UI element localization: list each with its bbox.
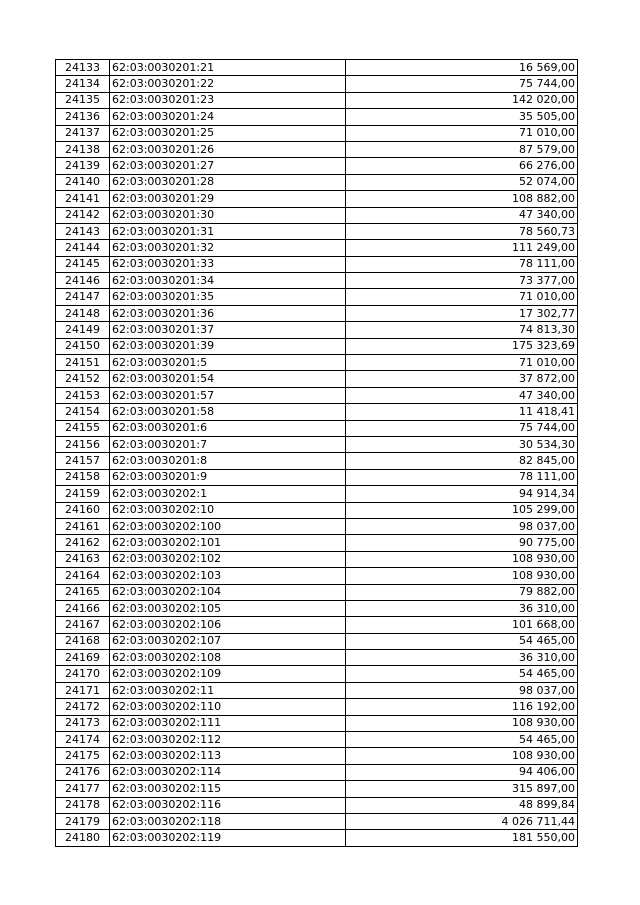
cadastral-value-cell: 35 505,00: [346, 109, 578, 125]
cadastral-value-cell: 108 882,00: [346, 191, 578, 207]
row-number-cell: 24143: [56, 223, 110, 239]
cadastral-value-cell: 30 534,30: [346, 436, 578, 452]
table-body: [56, 60, 578, 847]
row-number-cell: 24155: [56, 420, 110, 436]
row-number-cell: 24169: [56, 650, 110, 666]
cadastral-value-cell: 54 465,00: [346, 666, 578, 682]
cadastral-value-cell: 142 020,00: [346, 92, 578, 108]
table-row: [56, 207, 578, 223]
cadastral-number-cell: 62:03:0030201:29: [110, 191, 346, 207]
table-row: [56, 584, 578, 600]
cadastral-number-cell: 62:03:0030201:9: [110, 469, 346, 485]
cadastral-value-cell: 111 249,00: [346, 240, 578, 256]
cadastral-value-cell: 105 299,00: [346, 502, 578, 518]
row-number-cell: 24175: [56, 748, 110, 764]
table-row: [56, 141, 578, 157]
row-number-cell: 24174: [56, 732, 110, 748]
cadastral-value-cell: 90 775,00: [346, 535, 578, 551]
row-number-cell: 24172: [56, 699, 110, 715]
table-row: [56, 420, 578, 436]
cadastral-value-cell: 73 377,00: [346, 273, 578, 289]
row-number-cell: 24177: [56, 781, 110, 797]
table-row: [56, 633, 578, 649]
row-number-cell: 24161: [56, 518, 110, 534]
row-number-cell: 24144: [56, 240, 110, 256]
cadastral-value-cell: 54 465,00: [346, 633, 578, 649]
cadastral-number-cell: 62:03:0030201:21: [110, 60, 346, 76]
row-number-cell: 24140: [56, 174, 110, 190]
row-number-cell: 24168: [56, 633, 110, 649]
cadastral-value-cell: 108 930,00: [346, 715, 578, 731]
table-row: [56, 76, 578, 92]
table-row: [56, 535, 578, 551]
table-row: [56, 158, 578, 174]
cadastral-value-cell: 175 323,69: [346, 338, 578, 354]
row-number-cell: 24163: [56, 551, 110, 567]
cadastral-number-cell: 62:03:0030201:23: [110, 92, 346, 108]
row-number-cell: 24141: [56, 191, 110, 207]
cadastral-number-cell: 62:03:0030201:30: [110, 207, 346, 223]
cadastral-number-cell: 62:03:0030202:105: [110, 600, 346, 616]
table-row: [56, 699, 578, 715]
cadastral-value-cell: 17 302,77: [346, 305, 578, 321]
cadastral-number-cell: 62:03:0030201:22: [110, 76, 346, 92]
table-row: [56, 650, 578, 666]
cadastral-value-cell: 75 744,00: [346, 76, 578, 92]
cadastral-value-cell: 75 744,00: [346, 420, 578, 436]
table-row: [56, 764, 578, 780]
cadastral-value-cell: 315 897,00: [346, 781, 578, 797]
row-number-cell: 24170: [56, 666, 110, 682]
row-number-cell: 24178: [56, 797, 110, 813]
cadastral-number-cell: 62:03:0030201:28: [110, 174, 346, 190]
cadastral-number-cell: 62:03:0030201:31: [110, 223, 346, 239]
table-row: [56, 617, 578, 633]
table-row: [56, 797, 578, 813]
row-number-cell: 24166: [56, 600, 110, 616]
cadastral-number-cell: 62:03:0030202:113: [110, 748, 346, 764]
table-row: [56, 223, 578, 239]
row-number-cell: 24158: [56, 469, 110, 485]
cadastral-value-cell: 101 668,00: [346, 617, 578, 633]
row-number-cell: 24137: [56, 125, 110, 141]
table-row: [56, 568, 578, 584]
row-number-cell: 24150: [56, 338, 110, 354]
cadastral-value-cell: 52 074,00: [346, 174, 578, 190]
cadastral-value-cell: 82 845,00: [346, 453, 578, 469]
row-number-cell: 24156: [56, 436, 110, 452]
cadastral-value-cell: 54 465,00: [346, 732, 578, 748]
row-number-cell: 24159: [56, 486, 110, 502]
cadastral-number-cell: 62:03:0030202:101: [110, 535, 346, 551]
cadastral-value-table: [55, 59, 578, 847]
cadastral-number-cell: 62:03:0030202:107: [110, 633, 346, 649]
cadastral-value-cell: 78 560,73: [346, 223, 578, 239]
cadastral-number-cell: 62:03:0030201:33: [110, 256, 346, 272]
cadastral-number-cell: 62:03:0030201:24: [110, 109, 346, 125]
row-number-cell: 24146: [56, 273, 110, 289]
table-row: [56, 240, 578, 256]
cadastral-value-cell: 74 813,30: [346, 322, 578, 338]
row-number-cell: 24173: [56, 715, 110, 731]
cadastral-number-cell: 62:03:0030201:35: [110, 289, 346, 305]
cadastral-value-cell: 108 930,00: [346, 748, 578, 764]
row-number-cell: 24135: [56, 92, 110, 108]
row-number-cell: 24176: [56, 764, 110, 780]
cadastral-number-cell: 62:03:0030202:112: [110, 732, 346, 748]
cadastral-number-cell: 62:03:0030202:11: [110, 682, 346, 698]
row-number-cell: 24162: [56, 535, 110, 551]
table-row: [56, 305, 578, 321]
cadastral-number-cell: 62:03:0030201:39: [110, 338, 346, 354]
table-row: [56, 469, 578, 485]
row-number-cell: 24148: [56, 305, 110, 321]
row-number-cell: 24179: [56, 813, 110, 829]
table-row: [56, 174, 578, 190]
cadastral-value-cell: 37 872,00: [346, 371, 578, 387]
table-row: [56, 289, 578, 305]
cadastral-number-cell: 62:03:0030202:103: [110, 568, 346, 584]
table-row: [56, 371, 578, 387]
cadastral-number-cell: 62:03:0030201:5: [110, 355, 346, 371]
cadastral-value-cell: 87 579,00: [346, 141, 578, 157]
cadastral-number-cell: 62:03:0030201:32: [110, 240, 346, 256]
table-row: [56, 436, 578, 452]
cadastral-value-cell: 36 310,00: [346, 650, 578, 666]
table-row: [56, 387, 578, 403]
row-number-cell: 24151: [56, 355, 110, 371]
table-row: [56, 273, 578, 289]
row-number-cell: 24165: [56, 584, 110, 600]
cadastral-number-cell: 62:03:0030202:109: [110, 666, 346, 682]
row-number-cell: 24164: [56, 568, 110, 584]
cadastral-number-cell: 62:03:0030202:115: [110, 781, 346, 797]
row-number-cell: 24147: [56, 289, 110, 305]
cadastral-number-cell: 62:03:0030201:58: [110, 404, 346, 420]
table-row: [56, 191, 578, 207]
cadastral-number-cell: 62:03:0030202:114: [110, 764, 346, 780]
cadastral-value-cell: 78 111,00: [346, 469, 578, 485]
table-row: [56, 502, 578, 518]
table-row: [56, 600, 578, 616]
cadastral-number-cell: 62:03:0030202:118: [110, 813, 346, 829]
row-number-cell: 24138: [56, 141, 110, 157]
table-row: [56, 60, 578, 76]
table-row: [56, 781, 578, 797]
table-row: [56, 322, 578, 338]
row-number-cell: 24180: [56, 830, 110, 846]
cadastral-value-cell: 48 899,84: [346, 797, 578, 813]
cadastral-number-cell: 62:03:0030202:108: [110, 650, 346, 666]
table-row: [56, 109, 578, 125]
row-number-cell: 24171: [56, 682, 110, 698]
cadastral-number-cell: 62:03:0030201:27: [110, 158, 346, 174]
table-row: [56, 486, 578, 502]
cadastral-number-cell: 62:03:0030202:100: [110, 518, 346, 534]
cadastral-value-cell: 66 276,00: [346, 158, 578, 174]
cadastral-value-cell: 11 418,41: [346, 404, 578, 420]
row-number-cell: 24134: [56, 76, 110, 92]
row-number-cell: 24152: [56, 371, 110, 387]
table-row: [56, 715, 578, 731]
table-row: [56, 666, 578, 682]
cadastral-number-cell: 62:03:0030202:1: [110, 486, 346, 502]
row-number-cell: 24145: [56, 256, 110, 272]
cadastral-value-cell: 98 037,00: [346, 682, 578, 698]
cadastral-number-cell: 62:03:0030201:7: [110, 436, 346, 452]
cadastral-value-cell: 16 569,00: [346, 60, 578, 76]
table-row: [56, 813, 578, 829]
table-row: [56, 732, 578, 748]
cadastral-value-cell: 94 914,34: [346, 486, 578, 502]
cadastral-value-cell: 47 340,00: [346, 207, 578, 223]
cadastral-number-cell: 62:03:0030201:25: [110, 125, 346, 141]
table-row: [56, 748, 578, 764]
row-number-cell: 24154: [56, 404, 110, 420]
cadastral-number-cell: 62:03:0030202:116: [110, 797, 346, 813]
cadastral-value-cell: 94 406,00: [346, 764, 578, 780]
cadastral-number-cell: 62:03:0030202:102: [110, 551, 346, 567]
cadastral-value-cell: 4 026 711,44: [346, 813, 578, 829]
table-row: [56, 551, 578, 567]
cadastral-value-cell: 79 882,00: [346, 584, 578, 600]
cadastral-number-cell: 62:03:0030201:37: [110, 322, 346, 338]
table-row: [56, 92, 578, 108]
cadastral-value-cell: 116 192,00: [346, 699, 578, 715]
table-row: [56, 125, 578, 141]
table-row: [56, 830, 578, 846]
table-row: [56, 453, 578, 469]
row-number-cell: 24160: [56, 502, 110, 518]
cadastral-value-cell: 71 010,00: [346, 355, 578, 371]
cadastral-number-cell: 62:03:0030201:54: [110, 371, 346, 387]
cadastral-value-cell: 181 550,00: [346, 830, 578, 846]
cadastral-value-cell: 71 010,00: [346, 125, 578, 141]
cadastral-number-cell: 62:03:0030201:36: [110, 305, 346, 321]
cadastral-number-cell: 62:03:0030201:26: [110, 141, 346, 157]
table-row: [56, 682, 578, 698]
cadastral-number-cell: 62:03:0030202:111: [110, 715, 346, 731]
row-number-cell: 24167: [56, 617, 110, 633]
cadastral-value-cell: 47 340,00: [346, 387, 578, 403]
table-row: [56, 518, 578, 534]
cadastral-value-cell: 108 930,00: [346, 568, 578, 584]
row-number-cell: 24153: [56, 387, 110, 403]
row-number-cell: 24133: [56, 60, 110, 76]
cadastral-number-cell: 62:03:0030202:119: [110, 830, 346, 846]
table-row: [56, 404, 578, 420]
cadastral-value-cell: 36 310,00: [346, 600, 578, 616]
cadastral-number-cell: 62:03:0030201:8: [110, 453, 346, 469]
cadastral-value-cell: 78 111,00: [346, 256, 578, 272]
cadastral-number-cell: 62:03:0030201:57: [110, 387, 346, 403]
row-number-cell: 24139: [56, 158, 110, 174]
table-row: [56, 355, 578, 371]
row-number-cell: 24157: [56, 453, 110, 469]
row-number-cell: 24149: [56, 322, 110, 338]
cadastral-number-cell: 62:03:0030202:10: [110, 502, 346, 518]
cadastral-value-cell: 108 930,00: [346, 551, 578, 567]
cadastral-number-cell: 62:03:0030202:104: [110, 584, 346, 600]
cadastral-number-cell: 62:03:0030201:34: [110, 273, 346, 289]
row-number-cell: 24142: [56, 207, 110, 223]
cadastral-number-cell: 62:03:0030202:106: [110, 617, 346, 633]
cadastral-number-cell: 62:03:0030201:6: [110, 420, 346, 436]
cadastral-value-cell: 71 010,00: [346, 289, 578, 305]
table-row: [56, 338, 578, 354]
table-row: [56, 256, 578, 272]
cadastral-value-cell: 98 037,00: [346, 518, 578, 534]
row-number-cell: 24136: [56, 109, 110, 125]
cadastral-number-cell: 62:03:0030202:110: [110, 699, 346, 715]
